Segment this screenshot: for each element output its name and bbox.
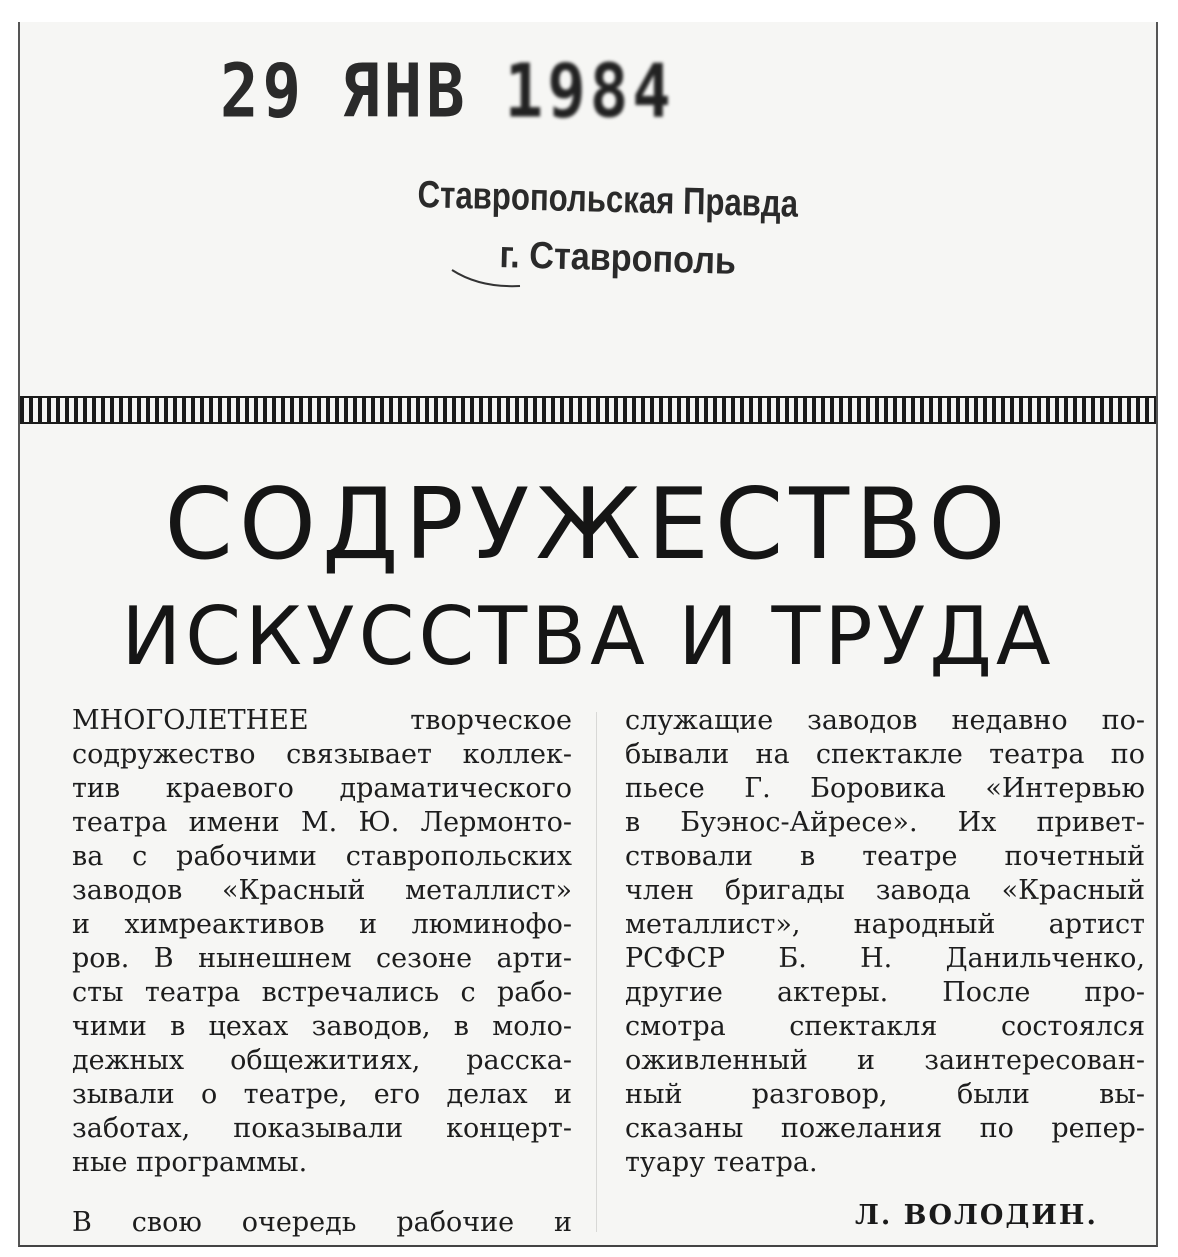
text-line: В свою очередь рабочие и: [72, 1207, 572, 1238]
text-line: другие актеры. После про-: [625, 977, 1145, 1008]
text-line: туару театра.: [625, 1147, 818, 1178]
text-line: ствовали в театре почетный: [625, 841, 1145, 872]
text-line: содружество связывает коллек-: [72, 739, 572, 770]
text-line: оживленный и заинтересован-: [625, 1045, 1145, 1076]
text-line: ный разговор, были вы-: [625, 1079, 1145, 1110]
stamp-swoosh-mark: [450, 258, 570, 298]
text-line: РСФСР Б. Н. Данильченко,: [625, 943, 1145, 974]
date-stamp: [220, 50, 675, 135]
text-line: служащие заводов недавно по-: [625, 705, 1145, 736]
text-line: сты театра встречались с рабо-: [72, 977, 572, 1008]
text-line: в Буэнос-Айресе». Их привет-: [625, 807, 1145, 838]
text-line: член бригады завода «Красный: [625, 875, 1145, 906]
text-line: чими в цехах заводов, в моло-: [72, 1011, 572, 1042]
article-right-column: [625, 704, 1145, 1180]
date-stamp-year: 1984: [504, 50, 675, 136]
stamp-newspaper-name: Ставропольская Правда: [417, 174, 799, 226]
column-divider: [596, 712, 597, 1232]
headline-line-1: СОДРУЖЕСТВО: [164, 468, 1012, 582]
article-left-column: [72, 704, 572, 1240]
headline-line-2: ИСКУССТВА И ТРУДА: [121, 590, 1055, 683]
text-line: ва с рабочими ставропольских: [72, 841, 572, 872]
text-line: театра имени М. Ю. Лермонто-: [72, 807, 572, 838]
text-line: бывали на спектакле театра по: [625, 739, 1145, 770]
text-line: и химреактивов и люминофо-: [72, 909, 572, 940]
date-stamp-month: ЯНВ: [341, 50, 469, 136]
text-line: ров. В нынешнем сезоне арти-: [72, 943, 572, 974]
date-stamp-day: 29: [220, 50, 306, 136]
newspaper-clipping: [18, 22, 1158, 1247]
text-line: смотра спектакля состоялся: [625, 1011, 1145, 1042]
text-line: ные программы.: [72, 1147, 308, 1178]
author-signature: Л. ВОЛОДИН.: [855, 1200, 1098, 1231]
text-line: зывали о театре, его делах и: [72, 1079, 572, 1110]
text-line: металлист», народный артист: [625, 909, 1145, 940]
text-line: тив краевого драматического: [72, 773, 572, 804]
text-line: заводов «Красный металлист»: [72, 875, 572, 906]
header-rule: [20, 396, 1156, 424]
text-line: МНОГОЛЕТНЕЕ творческое: [72, 705, 572, 736]
text-line: дежных общежитиях, расска-: [72, 1045, 572, 1076]
paragraph-gap: [72, 1180, 572, 1206]
text-line: сказаны пожелания по репер-: [625, 1113, 1145, 1144]
text-line: заботах, показывали концерт-: [72, 1113, 572, 1144]
stamp-city-name: г. Ставрополь: [499, 234, 737, 283]
text-line: пьесе Г. Боровика «Интервью: [625, 773, 1145, 804]
